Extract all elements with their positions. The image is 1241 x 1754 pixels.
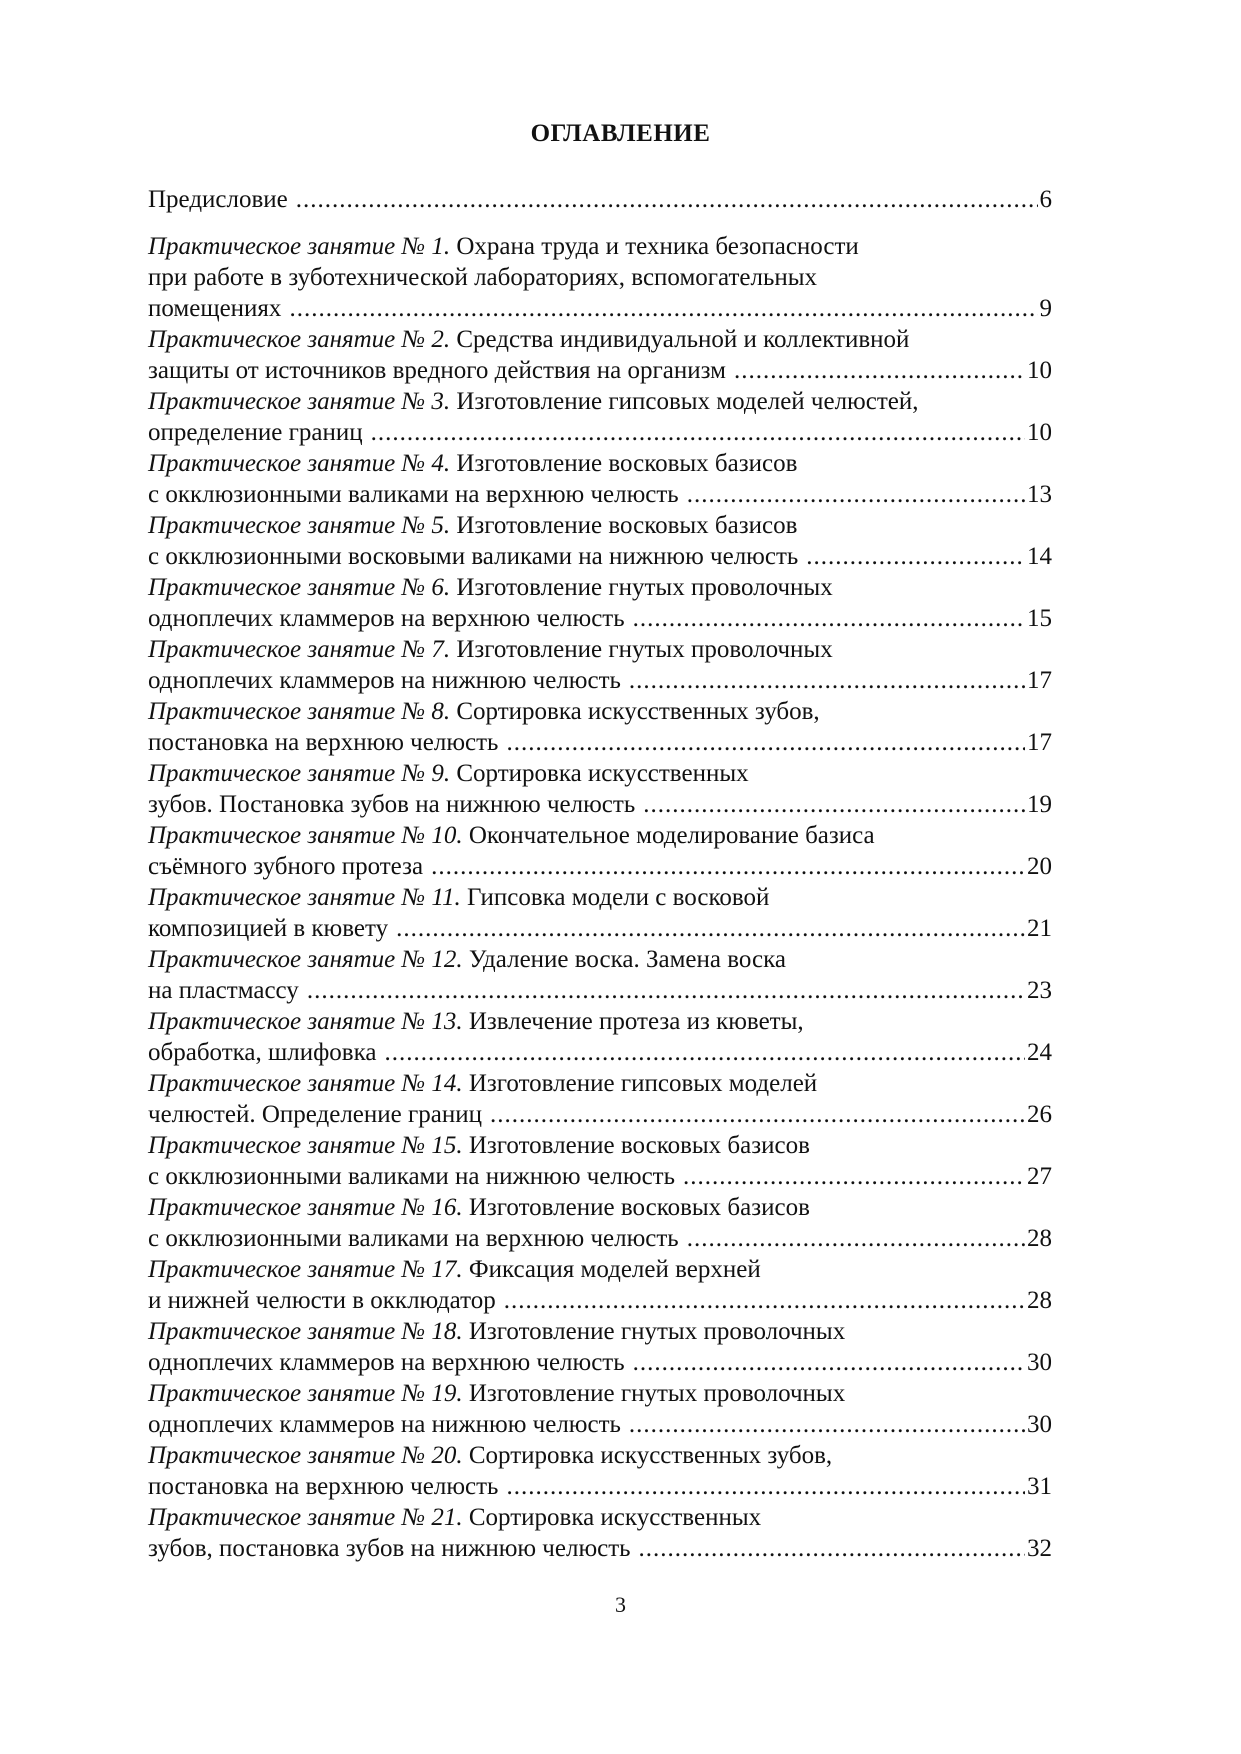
toc-line [148,1099,1052,1130]
toc-entry-text: помещениях [148,295,282,322]
toc-line [148,386,1052,417]
dot-leader [307,975,1025,1006]
lesson-label: Практическое занятие № 20. [148,1442,463,1469]
toc-line [148,510,1052,541]
toc-line [148,479,1052,510]
toc-entry-text: защиты от источников вредного действия на организм [148,357,726,384]
toc-line [148,913,1052,944]
toc-entry [148,944,1052,1006]
lesson-label: Практическое занятие № 19. [148,1380,463,1407]
toc-entry-text: одноплечих кламмеров на верхнюю челюсть [148,1349,625,1376]
toc-line [148,541,1052,572]
toc-page-ref: 6 [1039,186,1052,213]
toc-entry-text: челюстей. Определение границ [148,1101,482,1128]
toc-entry [148,634,1052,696]
toc-entry [148,324,1052,386]
lesson-label: Практическое занятие № 17. [148,1256,463,1283]
toc-line [148,696,1052,727]
lesson-label: Практическое занятие № 7. [148,636,451,663]
toc-line [148,789,1052,820]
toc-entry-text: зубов, постановка зубов на нижнюю челюсть [148,1535,631,1562]
toc-line [148,758,1052,789]
toc-entry-text: одноплечих кламмеров на верхнюю челюсть [148,605,625,632]
toc-line [148,944,1052,975]
toc-entry [148,1502,1052,1564]
toc-entry-text: Предисловие [148,186,288,213]
dot-leader [506,727,1025,758]
toc-entry-text: Фиксация моделей верхней [468,1256,761,1283]
toc-line [148,1068,1052,1099]
toc-entry [148,231,1052,324]
dot-leader [431,851,1025,882]
dot-leader [806,541,1025,572]
toc-page-ref: 10 [1027,419,1052,446]
dot-leader [734,355,1025,386]
toc-entry-text: Сортировка искусственных [468,1504,762,1531]
toc-entry-text: Изготовление восковых базисов [468,1132,810,1159]
lesson-label: Практическое занятие № 13. [148,1008,463,1035]
toc-entry [148,820,1052,882]
page-title: ОГЛАВЛЕНИЕ [530,120,711,147]
toc-entry [148,1254,1052,1316]
toc-entry-text: с окклюзионными валиками на нижнюю челюсть [148,1163,675,1190]
toc-page-ref: 30 [1027,1349,1052,1376]
dot-leader [687,1223,1025,1254]
toc-entry-text: постановка на верхнюю челюсть [148,1473,499,1500]
toc-line [148,1161,1052,1192]
toc-entry-text: обработка, шлифовка [148,1039,377,1066]
toc-entry-text: Сортировка искусственных зубов, [456,698,820,725]
toc-entry [148,1068,1052,1130]
dot-leader [629,665,1025,696]
toc-line [148,1533,1052,1564]
toc-line [148,1440,1052,1471]
toc-page-ref: 28 [1027,1287,1052,1314]
dot-leader [289,293,1037,324]
toc-entry-text: с окклюзионными валиками на верхнюю челюсть [148,1225,679,1252]
toc-entry [148,1130,1052,1192]
toc-entry-text: Изготовление восковых базисов [456,512,798,539]
toc-line [148,665,1052,696]
toc-entry-text: постановка на верхнюю челюсть [148,729,499,756]
toc-line [148,1471,1052,1502]
toc-entry [148,1006,1052,1068]
toc-line [148,231,1052,262]
toc-entry [148,696,1052,758]
lesson-label: Практическое занятие № 5. [148,512,451,539]
toc-entry-text: Изготовление восковых базисов [456,450,798,477]
toc-entry [148,510,1052,572]
toc-entry-text: на пластмассу [148,977,299,1004]
lesson-label: Практическое занятие № 16. [148,1194,463,1221]
lesson-label: Практическое занятие № 18. [148,1318,463,1345]
page-number: 3 [615,1592,626,1617]
toc-line [148,293,1052,324]
toc-entry-text: Извлечение протеза из кюветы, [468,1008,804,1035]
toc-entries [148,231,1052,1564]
toc-entry [148,448,1052,510]
toc-entry-text: Сортировка искусственных [456,760,749,787]
toc-entry [148,758,1052,820]
toc-line [148,1192,1052,1223]
toc-line [148,1347,1052,1378]
toc-entry-text: съёмного зубного протеза [148,853,424,880]
dot-leader [371,417,1025,448]
toc-line [148,851,1052,882]
toc-line [148,448,1052,479]
toc-entry-text: определение границ [148,419,363,446]
toc-page-ref: 19 [1027,791,1052,818]
toc-line [148,184,1052,215]
toc-entry-text: зубов. Постановка зубов на нижнюю челюсть [148,791,636,818]
toc-line [148,820,1052,851]
toc-line [148,417,1052,448]
toc-entry-text: при работе в зуботехнической лабораториях, вспомогательных [148,264,818,291]
toc-entry-text: Охрана труда и техника безопасности [456,233,859,260]
toc-page-ref: 9 [1039,295,1052,322]
toc-line [148,1006,1052,1037]
toc-entry-text: и нижней челюсти в окклюдатор [148,1287,496,1314]
toc-line [148,882,1052,913]
toc-page-ref: 23 [1027,977,1052,1004]
lesson-label: Практическое занятие № 1. [148,233,451,260]
lesson-label: Практическое занятие № 15. [148,1132,463,1159]
toc-line [148,572,1052,603]
toc-line [148,634,1052,665]
toc-entry-text: с окклюзионными восковыми валиками на нижнюю челюсть [148,543,799,570]
dot-leader [639,1533,1025,1564]
toc-line [148,727,1052,758]
toc-entry [148,1316,1052,1378]
toc-line [148,1502,1052,1533]
toc-page-ref: 24 [1027,1039,1052,1066]
lesson-label: Практическое занятие № 2. [148,326,451,353]
dot-leader [683,1161,1025,1192]
toc-page-ref: 21 [1027,915,1052,942]
toc-line [148,1409,1052,1440]
toc-page-ref: 26 [1027,1101,1052,1128]
toc-line [148,1130,1052,1161]
toc-page-ref: 31 [1027,1473,1052,1500]
toc-entry-text: Изготовление гнутых проволочных [456,636,833,663]
table-of-contents [148,184,1052,1564]
lesson-label: Практическое занятие № 14. [148,1070,463,1097]
toc-page-ref: 14 [1027,543,1052,570]
toc-line [148,1378,1052,1409]
dot-leader [629,1409,1025,1440]
lesson-label: Практическое занятие № 10. [148,822,463,849]
toc-line [148,1316,1052,1347]
dot-leader [633,1347,1025,1378]
toc-entry [148,572,1052,634]
toc-page-ref: 30 [1027,1411,1052,1438]
toc-entry-text: Окончательное моделирование базиса [468,822,875,849]
dot-leader [506,1471,1025,1502]
dot-leader [490,1099,1025,1130]
toc-line [148,1285,1052,1316]
toc-page-ref: 13 [1027,481,1052,508]
toc-line [148,262,1052,293]
toc-entry-text: Изготовление гипсовых моделей челюстей, [456,388,919,415]
dot-leader [643,789,1025,820]
toc-entry-text: Изготовление гнутых проволочных [468,1380,846,1407]
dot-leader [633,603,1025,634]
toc-line [148,324,1052,355]
toc-entry-text: Сортировка искусственных зубов, [468,1442,833,1469]
dot-leader [384,1037,1025,1068]
toc-page-ref: 32 [1027,1535,1052,1562]
toc-line [148,1254,1052,1285]
toc-entry-text: Изготовление восковых базисов [468,1194,810,1221]
toc-entry [148,882,1052,944]
toc-entry-text: Изготовление гнутых проволочных [456,574,833,601]
toc-entry [148,1440,1052,1502]
toc-line [148,1037,1052,1068]
lesson-label: Практическое занятие № 9. [148,760,451,787]
lesson-label: Практическое занятие № 4. [148,450,451,477]
toc-entry-text: Удаление воска. Замена воска [468,946,786,973]
toc-line [148,355,1052,386]
toc-entry-text: Гипсовка модели с восковой [467,884,770,911]
lesson-label: Практическое занятие № 8. [148,698,451,725]
toc-entry-text: Средства индивидуальной и коллективной [456,326,910,353]
toc-page-ref: 20 [1027,853,1052,880]
toc-entry [148,386,1052,448]
lesson-label: Практическое занятие № 3. [148,388,451,415]
toc-entry-text: Изготовление гипсовых моделей [468,1070,818,1097]
toc-entry [148,1378,1052,1440]
toc-entry-text: Изготовление гнутых проволочных [468,1318,846,1345]
lesson-label: Практическое занятие № 6. [148,574,451,601]
toc-page-ref: 28 [1027,1225,1052,1252]
toc-entry-text: с окклюзионными валиками на верхнюю челюсть [148,481,679,508]
toc-page-ref: 10 [1027,357,1052,384]
dot-leader [504,1285,1025,1316]
dot-leader [396,913,1025,944]
dot-leader [687,479,1025,510]
toc-entry-preface [148,184,1052,215]
toc-entry-text: одноплечих кламмеров на нижнюю челюсть [148,1411,621,1438]
toc-page-ref: 15 [1027,605,1052,632]
lesson-label: Практическое занятие № 11. [148,884,461,911]
toc-entry-text: одноплечих кламмеров на нижнюю челюсть [148,667,621,694]
lesson-label: Практическое занятие № 21. [148,1504,463,1531]
lesson-label: Практическое занятие № 12. [148,946,463,973]
dot-leader [296,184,1038,215]
toc-page-ref: 17 [1027,667,1052,694]
toc-entry [148,1192,1052,1254]
toc-line [148,1223,1052,1254]
toc-line [148,603,1052,634]
toc-entry-text: композицией в кювету [148,915,389,942]
toc-page-ref: 17 [1027,729,1052,756]
toc-page-ref: 27 [1027,1163,1052,1190]
toc-line [148,975,1052,1006]
